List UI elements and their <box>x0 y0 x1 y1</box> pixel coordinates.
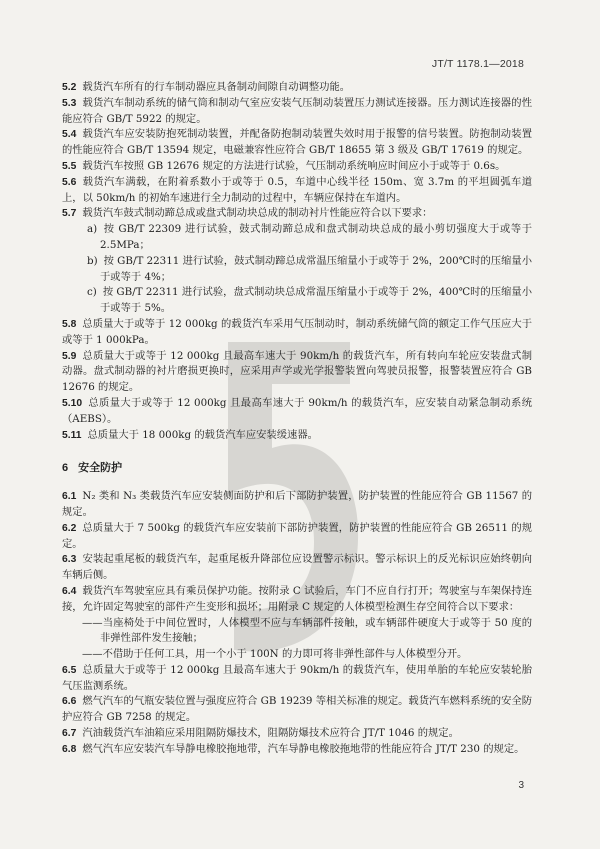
clause-text: 载货汽车满载，在附着系数小于或等于 0.5，车道中心线半径 150m、宽 3.7m 的平坦圆弧车道上，以 50km/h 的初始车速进行全力制动的过程中，车辆应保持在车道内。 <box>62 175 532 204</box>
sub-item <box>76 285 532 317</box>
clause-paragraph <box>62 127 532 159</box>
clause-paragraph <box>62 175 532 207</box>
clause-text: 载货汽车按照 GB 12676 规定的方法进行试验，气压制动系统响应时间应小于或等于 0.6s。 <box>82 159 506 172</box>
sub-item-label: b) <box>87 254 98 267</box>
sub-item <box>76 254 532 286</box>
clauses-section-6-part2 <box>62 663 532 758</box>
clause-paragraph <box>62 584 532 616</box>
document-body <box>62 80 532 758</box>
clauses-section-5-part1 <box>62 80 532 222</box>
clause-text: 总质量大于 7 500kg 的载货汽车应安装前下部防护装置，防护装置的性能应符合 GB 26511 的规定。 <box>62 521 532 550</box>
clause-text: 总质量大于或等于 12 000kg 且最高车速大于 90km/h 的载货汽车，应安装自动紧急制动系统（AEBS）。 <box>62 396 532 425</box>
sub-item-label: c) <box>87 286 97 299</box>
clause-paragraph <box>62 349 532 396</box>
clause-paragraph <box>62 159 532 175</box>
clause-number: 6.6 <box>62 696 77 708</box>
clause-paragraph <box>62 317 532 349</box>
clause-text: 总质量大于或等于 12 000kg 且最高车速大于 90km/h 的载货汽车，使用单胎的车轮应安装轮胎气压监测系统。 <box>62 663 532 692</box>
section-number: 6 <box>62 462 69 475</box>
clause-number: 5.8 <box>62 318 77 330</box>
clause-paragraph <box>62 742 532 758</box>
section-heading <box>62 461 532 477</box>
clause-paragraph <box>62 428 532 444</box>
sub-item-text: 按 GB/T 22311 进行试验，鼓式制动蹄总成常温压缩量小于或等于 2%，200℃时的压缩量小于或等于 4%； <box>100 254 532 283</box>
sub-item <box>76 222 532 254</box>
clause-text: 载货汽车所有的行车制动器应具备制动间隙自动调整功能。 <box>82 81 351 93</box>
clause-number: 5.9 <box>62 350 77 362</box>
clause-number: 6.4 <box>62 585 77 597</box>
clause-text: N₂ 类和 N₃ 类载货汽车应安装侧面防护和后下部防护装置，防护装置的性能应符合 GB 11567 的规定。 <box>62 490 532 518</box>
clause-paragraph <box>62 726 532 742</box>
dash-item-list <box>62 616 532 663</box>
clause-text: 载货汽车制动系统的储气筒和制动气室应安装气压制动装置压力测试连接器。压力测试连接器的性能应符合 GB/T 5922 的规定。 <box>62 96 532 125</box>
clause-number: 6.3 <box>62 554 77 566</box>
clause-paragraph <box>62 206 532 222</box>
section-title: 安全防护 <box>78 462 123 475</box>
clause-number: 5.4 <box>62 129 77 141</box>
clause-paragraph <box>62 96 532 128</box>
sub-item-list <box>62 222 532 317</box>
clause-text: 总质量大于或等于 12 000kg 的载货汽车采用气压制动时，制动系统储气筒的额定工作气压应大于或等于 1 000kPa。 <box>62 317 532 346</box>
sub-item-text: 按 GB/T 22309 进行试验，鼓式制动蹄总成和盘式制动块总成的最小剪切强度大于或等于 2.5MPa； <box>100 223 532 251</box>
clause-number: 6.5 <box>62 664 77 676</box>
clause-number: 5.10 <box>62 397 83 409</box>
clause-text: 总质量大于 18 000kg 的载货汽车应安装缓速器。 <box>87 428 318 441</box>
page-number: 3 <box>518 780 524 791</box>
standard-code-header: JT/T 1178.1—2018 <box>431 58 524 70</box>
clause-paragraph <box>62 552 532 584</box>
clause-paragraph <box>62 489 532 521</box>
clause-text: 载货汽车应安装防抱死制动装置，并配备防抱制动装置失效时用于报警的信号装置。防抱制动装置的性能应符合 GB/T 13594 规定，电磁兼容性应符合 GB/T 18655 第 3 级及 GB/T 17619 的规定。 <box>62 128 532 157</box>
clause-number: 6.2 <box>62 522 77 534</box>
clause-text: 安装起重尾板的载货汽车，起重尾板升降部位应设置警示标识。警示标识上的反光标识应始终朝向车辆后侧。 <box>62 553 532 582</box>
clause-number: 6.8 <box>62 743 77 755</box>
dash-item: ——当座椅处于中间位置时，人体模型不应与车辆部件接触，或车辆部件硬度大于或等于 50 度的非弹性部件发生接触； <box>82 616 532 645</box>
sub-item-text: 按 GB/T 22311 进行试验，盘式制动块总成常温压缩量小于或等于 2%，400℃时的压缩量小于或等于 5%。 <box>100 286 532 315</box>
clause-number: 6.7 <box>62 728 77 740</box>
sub-item-label: a) <box>87 223 98 236</box>
clause-paragraph <box>62 396 532 428</box>
clause-number: 5.6 <box>62 176 77 188</box>
dash-item: ——不借助于任何工具，用一个小于 100N 的力即可将非弹性部件与人体模型分开。 <box>82 648 468 661</box>
clauses-section-5-part2 <box>62 317 532 443</box>
clause-number: 5.5 <box>62 160 77 172</box>
clause-text: 总质量大于或等于 12 000kg 且最高车速大于 90km/h 的载货汽车，所有转向车轮应安装盘式制动器。盘式制动器的衬片磨损更换时，应采用声学或光学报警装置向驾驶员报警，报警装置应符合 GB 12676 的规定。 <box>62 349 532 394</box>
clause-number: 5.3 <box>62 97 77 109</box>
clause-text: 汽油载货汽车油箱应采用阻隔防爆技术，阻隔防爆技术应符合 JT/T 1046 的规定。 <box>82 727 459 740</box>
clause-text: 载货汽车鼓式制动蹄总成或盘式制动块总成的制动衬片性能应符合以下要求： <box>82 207 433 220</box>
clause-paragraph <box>62 694 532 726</box>
clause-number: 5.2 <box>62 82 77 93</box>
clause-text: 燃气汽车应安装汽车导静电橡胶拖地带，汽车导静电橡胶拖地带的性能应符合 JT/T 230 的规定。 <box>82 742 525 755</box>
clauses-section-6-part1 <box>62 489 532 615</box>
clause-number: 5.11 <box>62 429 82 441</box>
clause-number: 5.7 <box>62 208 77 220</box>
clause-paragraph <box>62 521 532 553</box>
clause-number: 6.1 <box>62 491 77 503</box>
clause-paragraph <box>62 80 532 96</box>
clause-text: 载货汽车驾驶室应具有乘员保护功能。按附录 C 试验后，车门不应自行打开；驾驶室与车架保持连接，允许固定驾驶室的部件产生变形和损坏；用附录 C 规定的人体模型检测生存空间符合以下要求： <box>62 584 532 613</box>
clause-paragraph <box>62 663 532 695</box>
clause-text: 燃气汽车的气瓶安装位置与强度应符合 GB 19239 等相关标准的规定。载货汽车燃料系统的安全防护应符合 GB 7258 的规定。 <box>62 695 532 724</box>
